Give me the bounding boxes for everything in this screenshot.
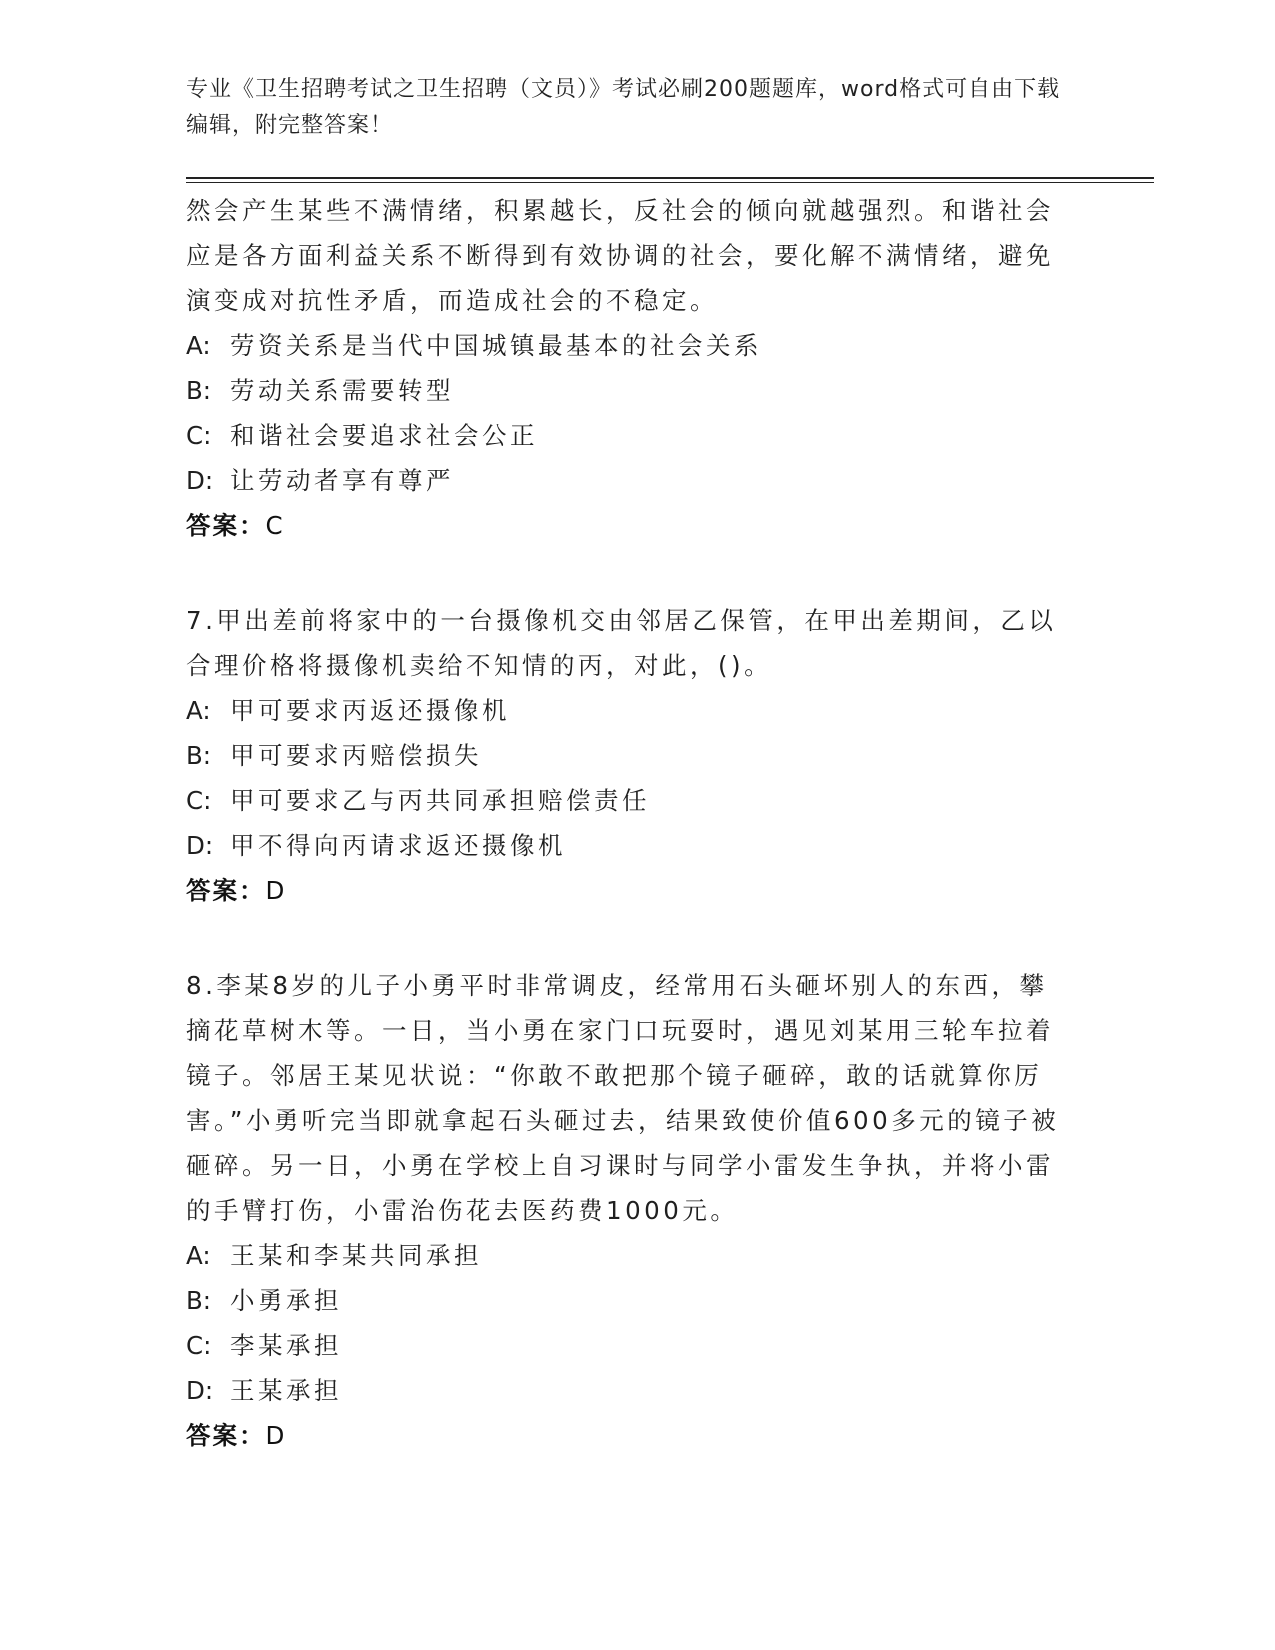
question-text: 然会产生某些不满情绪，积累越长，反社会的倾向就越强烈。和谐社会应是各方面利益关系不断得到有效协调的社会，要化解不满情绪，避免演变成对抗性矛盾，而造成社会的不稳定。 — [186, 196, 1054, 315]
option-text: 甲可要求丙返还摄像机 — [230, 696, 510, 725]
option-key: A: — [186, 331, 211, 360]
option-text: 甲可要求丙赔偿损失 — [230, 741, 482, 770]
question-continuation — [186, 188, 1066, 548]
option-b — [186, 368, 1066, 413]
spacer — [186, 548, 1066, 598]
option-key: B: — [186, 1286, 212, 1315]
answer-value: D — [265, 876, 285, 905]
answer-value: D — [265, 1421, 285, 1450]
option-b — [186, 733, 1066, 778]
option-d — [186, 823, 1066, 868]
option-key: D: — [186, 831, 214, 860]
option-text: 甲不得向丙请求返还摄像机 — [230, 831, 566, 860]
question-8 — [186, 963, 1066, 1458]
answer-label: 答案： — [186, 1421, 266, 1450]
option-key: D: — [186, 1376, 214, 1405]
option-key: D: — [186, 466, 214, 495]
option-c — [186, 413, 1066, 458]
option-text: 劳动关系需要转型 — [230, 376, 454, 405]
option-text: 李某承担 — [230, 1331, 342, 1360]
option-key: B: — [186, 376, 212, 405]
document-body — [186, 188, 1066, 1458]
document-header: 专业《卫生招聘考试之卫生招聘（文员）》考试必刷200题题库，word格式可自由下载编辑，附完整答案！ — [186, 77, 1061, 138]
answer-label: 答案： — [186, 876, 266, 905]
answer-line — [186, 868, 1066, 913]
option-key: C: — [186, 1331, 212, 1360]
header-divider-thin — [186, 182, 1154, 183]
option-a — [186, 323, 1066, 368]
option-key: C: — [186, 421, 212, 450]
option-key: C: — [186, 786, 212, 815]
answer-label: 答案： — [186, 511, 266, 540]
option-a — [186, 688, 1066, 733]
question-text: 8.李某8岁的儿子小勇平时非常调皮，经常用石头砸坏别人的东西，攀摘花草树木等。一日，当小勇在家门口玩耍时，遇见刘某用三轮车拉着镜子。邻居王某见状说：“你敢不敢把那个镜子砸碎，敢的话就算你厉害。”小勇听完当即就拿起石头砸过去，结果致使价值600多元的镜子被砸碎。另一日，小勇在学校上自习课时与同学小雷发生争执，并将小雷的手臂打伤，小雷治伤花去医药费1000元。 — [186, 971, 1060, 1225]
option-d — [186, 458, 1066, 503]
option-d — [186, 1368, 1066, 1413]
header-divider-thick — [186, 177, 1154, 179]
answer-line — [186, 1413, 1066, 1458]
answer-value: C — [265, 511, 283, 540]
spacer — [186, 913, 1066, 963]
option-text: 劳资关系是当代中国城镇最基本的社会关系 — [230, 331, 762, 360]
option-key: B: — [186, 741, 212, 770]
option-text: 王某和李某共同承担 — [230, 1241, 482, 1270]
option-c — [186, 778, 1066, 823]
option-b — [186, 1278, 1066, 1323]
option-c — [186, 1323, 1066, 1368]
option-text: 甲可要求乙与丙共同承担赔偿责任 — [230, 786, 650, 815]
option-text: 小勇承担 — [230, 1286, 342, 1315]
question-7 — [186, 598, 1066, 913]
option-key: A: — [186, 696, 211, 725]
option-text: 和谐社会要追求社会公正 — [230, 421, 538, 450]
option-text: 让劳动者享有尊严 — [230, 466, 454, 495]
question-text: 7.甲出差前将家中的一台摄像机交由邻居乙保管，在甲出差期间，乙以合理价格将摄像机卖给不知情的丙，对此，()。 — [186, 606, 1057, 680]
option-text: 王某承担 — [230, 1376, 342, 1405]
option-a — [186, 1233, 1066, 1278]
option-key: A: — [186, 1241, 211, 1270]
answer-line — [186, 503, 1066, 548]
